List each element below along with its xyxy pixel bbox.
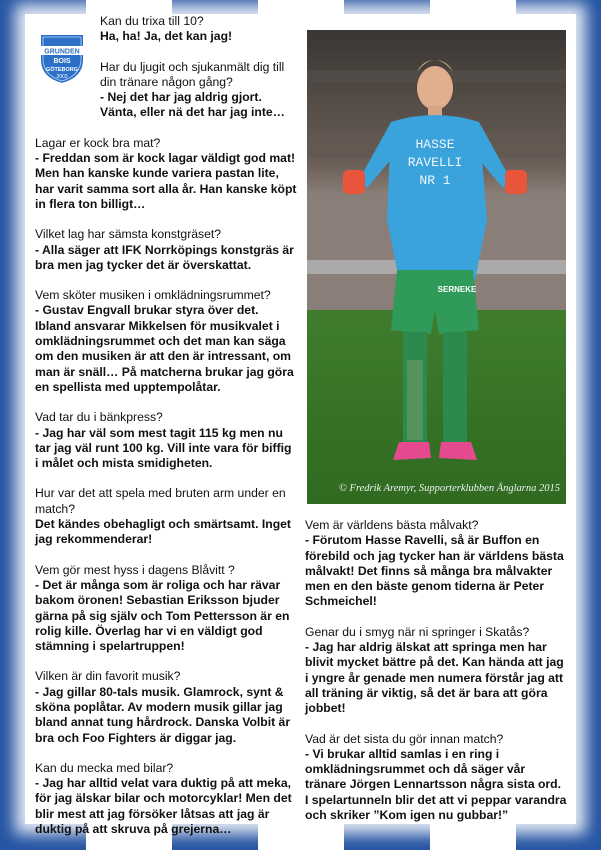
interview-answer: - Jag har väl som mest tagit 115 kg men nu tar jag väl runt 100 kg. Vill inte vara för biffig i målet och mista smidigheten. [35, 425, 292, 471]
logo-text-top: GRUNDEN [44, 48, 80, 56]
interview-item [35, 288, 297, 395]
interview-answer: - Nej det har jag aldrig gjort. Vänta, eller nä det har jag inte… [100, 90, 285, 120]
interview-answer: Ha, ha! Ja, det kan jag! [100, 29, 233, 44]
shorts-text: SERNEKE [437, 285, 477, 294]
shirt-text-1: HASSE [415, 137, 455, 152]
logo-text-bottom: GÖTEBORG [45, 67, 79, 73]
interview-answer: - Vi brukar alltid samlas i en ring i omklädningsrummet och då säger vår tränare Jörgen Lennartsson några sista ord. I spelartunneln blir det att vi peppar varandra och skriker ”Kom igen nu gubbar!” [305, 746, 567, 823]
interview-answer: - Jag har aldrig älskat att springa men har blivit mycket bättre på det. Kan hända att jag i yngre år genade men numera förstår jag att all träning är viktig, så det är bara att göra jobbet! [305, 640, 564, 716]
interview-question: Vilken är din favorit musik? [35, 669, 181, 684]
interview-item [35, 563, 297, 655]
interview-answer: - Det är många som är roliga och har rävar bakom öronen! Sebastian Eriksson bjuder gärna på sig själv och Tom Pettersson är en rolig kille. Överlag har vi en väldigt god stämning i spelartruppen! [35, 577, 290, 654]
interview-answer: - Jag gillar 80-tals musik. Glamrock, synt & sköna poplåtar. Av modern musik gillar jag bland annat tung hårdrock. Danska Volbit är bra och Foo Fighters är diggar jag. [35, 684, 291, 745]
interview-item [35, 136, 297, 212]
interview-question: Vad tar du i bänkpress? [35, 410, 163, 425]
interview-item [35, 60, 297, 121]
interview-item [35, 410, 297, 471]
interview-item [35, 486, 297, 547]
interview-question: Hur var det att spela med bruten arm under en match? [35, 486, 286, 516]
interview-question: Vem sköter musiken i omklädningsrummet? [35, 288, 271, 303]
interview-left-column [35, 14, 297, 852]
player-photo [307, 30, 566, 504]
interview-question: Kan du mecka med bilar? [35, 760, 174, 775]
interview-question: Genar du i smyg när ni springer i Skatås? [305, 624, 530, 639]
interview-answer: - Förutom Hasse Ravelli, så är Buffon en förebild och jag tycker han är världens bästa målvakt! Det finns så många bra målvakter men en den bäste genom tiderna är Peter Schmeichel! [305, 533, 564, 609]
interview-item [305, 732, 567, 824]
interview-question: Vad är det sista du gör innan match? [305, 731, 504, 746]
photo-credit: © Fredrik Aremyr, Supporterklubben Änglarna 2015 [338, 483, 560, 494]
interview-item [35, 669, 297, 745]
interview-question: Kan du trixa till 10? [100, 14, 204, 28]
interview-question: Har du ljugit och sjukanmält dig till din tränare någon gång? [100, 59, 285, 89]
interview-answer: - Freddan som är kock lagar väldigt god mat! Men han kanske kunde variera pastan lite, har varit samma sort alla år. Han kanske köpt in flera ton billigt… [35, 151, 297, 211]
interview-answer: - Gustav Engvall brukar styra över det. Ibland ansvarar Mikkelsen för musikvalet i omklädningsrummet och det man kan säga om den musiken är att den är intressant, om man är snäll… På matcherna brukar jag göra en spellista med upptempolåtar. [35, 303, 294, 394]
logo-year: 2003 [56, 74, 68, 80]
shirt-text-2: RAVELLI [407, 155, 463, 170]
interview-answer: - Alla säger att IFK Norrköpings konstgräs är bra men jag tycker det är överskattat. [35, 242, 294, 272]
logo-text-mid: BOIS [53, 58, 71, 65]
interview-item [35, 761, 297, 837]
interview-item [305, 518, 567, 610]
interview-question: Vem är världens bästa målvakt? [305, 518, 479, 532]
interview-item [35, 14, 297, 45]
interview-question: Lagar er kock bra mat? [35, 135, 161, 150]
interview-item [35, 227, 297, 273]
interview-right-column [305, 518, 567, 838]
interview-question: Vilket lag har sämsta konstgräset? [35, 227, 222, 242]
interview-answer: - Jag har alltid velat vara duktig på att meka, för jag älskar bilar och motorcyklar! Men det blir mest att jag försöker låtsas att jag är duktig på att skruva på grejerna… [35, 776, 292, 837]
interview-question: Vem gör mest hyss i dagens Blåvitt ? [35, 562, 235, 577]
interview-item [305, 625, 567, 717]
shirt-text-3: NR 1 [419, 173, 451, 188]
interview-answer: Det kändes obehagligt och smärtsamt. Inget jag rekommenderar! [35, 517, 291, 547]
